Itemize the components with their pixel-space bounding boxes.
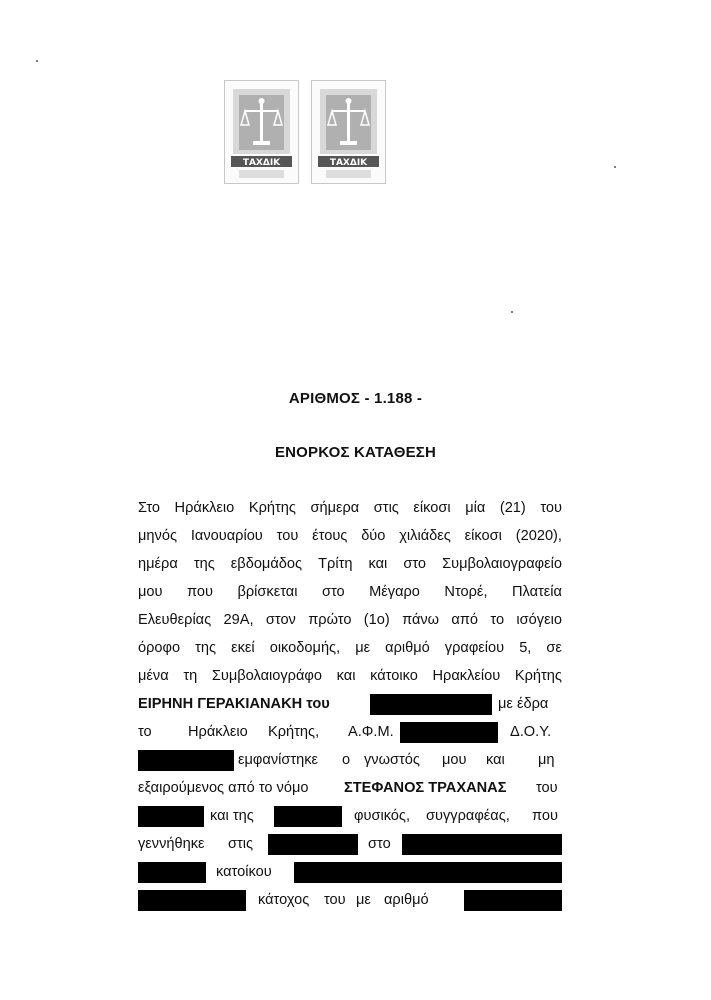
word: 5, [519, 640, 532, 656]
scan-speck [36, 60, 38, 62]
word: στις [373, 500, 399, 516]
text-fragment: Κρήτης, [268, 724, 320, 740]
word: μηνός [138, 528, 177, 544]
text-fragment: μου [442, 752, 467, 768]
word: στον [265, 612, 296, 628]
text-fragment: μη [538, 752, 555, 768]
text-fragment: του [536, 780, 558, 796]
redaction-bar [138, 750, 234, 771]
word: εβδομάδος [230, 556, 303, 572]
redaction-bar [138, 806, 204, 827]
document-title: ΕΝΟΡΚΟΣ ΚΑΤΑΘΕΣΗ [274, 444, 437, 461]
word: ημέρα [138, 556, 178, 572]
word: βρίσκεται [237, 584, 298, 600]
text-fragment: ο [342, 752, 351, 768]
word: ισόγειο [516, 612, 562, 628]
svg-text:ΤΑΧΔΙΚ: ΤΑΧΔΙΚ [329, 158, 368, 168]
text-fragment: Ηράκλειο [188, 724, 248, 740]
word: Συμβολαιογράφο [211, 668, 322, 684]
redaction-bar [464, 890, 562, 911]
body-line-2 [138, 522, 562, 550]
word: μου [138, 584, 163, 600]
body-line-9 [138, 718, 562, 746]
word: που [187, 584, 213, 600]
body-line-4 [138, 578, 562, 606]
word: Τρίτη [318, 556, 353, 572]
word: του [540, 500, 562, 516]
word: Κρήτης [514, 668, 562, 684]
body-line-15 [138, 886, 562, 914]
word: του [276, 528, 299, 544]
text-fragment: και της [210, 808, 254, 824]
body-line-12 [138, 802, 562, 830]
text-fragment: που [532, 808, 558, 824]
body-line-1 [138, 494, 562, 522]
word: Ηράκλειο [174, 500, 235, 516]
word: Ντορέ, [444, 584, 488, 600]
redaction-bar [370, 694, 492, 715]
text-fragment: εξαιρούμενος από το νόμο [138, 780, 309, 796]
text-fragment: γνωστός [364, 752, 420, 768]
body-line-3 [138, 550, 562, 578]
word: σε [546, 640, 562, 656]
text-fragment: συγγραφέας, [426, 808, 510, 824]
word: Ηρακλείου [432, 668, 501, 684]
body-line-5 [138, 606, 562, 634]
body-line-7 [138, 662, 562, 690]
word: (2020), [515, 528, 562, 544]
body-line-11 [138, 774, 562, 802]
redaction-bar [294, 862, 562, 883]
word: και [368, 556, 388, 572]
text-fragment: φυσικός, [354, 808, 411, 824]
word: Ιανουαρίου [190, 528, 263, 544]
word: μία [465, 500, 486, 516]
text-fragment: του [324, 892, 346, 908]
body-line-14 [138, 858, 562, 886]
text-fragment: κατοίκου [216, 864, 272, 880]
word: και [336, 668, 356, 684]
text-fragment: Α.Φ.Μ. [348, 724, 394, 740]
word: 29Α, [223, 612, 254, 628]
redaction-bar [274, 806, 342, 827]
word: της [195, 640, 217, 656]
word: Πλατεία [511, 584, 562, 600]
text-fragment: εμφανίστηκε [238, 752, 319, 768]
redaction-bar [138, 890, 246, 911]
word: τη [183, 668, 198, 684]
svg-text:ΤΑΧΔΙΚ: ΤΑΧΔΙΚ [242, 158, 281, 168]
redaction-bar [400, 722, 498, 743]
text-fragment: το [138, 724, 152, 740]
word: πάνω [402, 612, 440, 628]
body-line-6 [138, 634, 562, 662]
word: Συμβολαιογραφείο [442, 556, 562, 572]
person-name: ΣΤΕΦΑΝΟΣ ΤΡΑΧΑΝΑΣ [344, 780, 507, 796]
text-fragment: με έδρα [498, 696, 549, 712]
body-line-13 [138, 830, 562, 858]
word: στο [321, 584, 345, 600]
word: αριθμό [385, 640, 430, 656]
text-fragment: γεννήθηκε [138, 836, 205, 852]
word: κάτοικο [370, 668, 418, 684]
scales-of-justice-icon [312, 81, 385, 183]
seal-stamp-left [224, 80, 299, 184]
word: χιλιάδες [399, 528, 451, 544]
word: σήμερα [310, 500, 360, 516]
body-line-8 [138, 690, 562, 718]
scales-of-justice-icon [225, 81, 298, 183]
word: είκοσι [464, 528, 502, 544]
word: οικοδομής, [269, 640, 341, 656]
seal-stamp-right [311, 80, 386, 184]
word: γραφείου [444, 640, 505, 656]
word: Μέγαρο [369, 584, 420, 600]
text-fragment: στις [228, 836, 254, 852]
text-fragment: Δ.Ο.Υ. [510, 724, 552, 740]
word: πρώτο [308, 612, 352, 628]
word: Κρήτης [248, 500, 296, 516]
redaction-bar [138, 862, 206, 883]
redaction-bar [402, 834, 562, 855]
word: (1ο) [363, 612, 390, 628]
text-fragment: με [356, 892, 371, 908]
word: με [355, 640, 371, 656]
notary-name: ΕΙΡΗΝΗ ΓΕΡΑΚΙΑΝΑΚΗ του [138, 696, 330, 712]
word: εκεί [231, 640, 255, 656]
word: της [193, 556, 215, 572]
document-number: ΑΡΙΘΜΟΣ - 1.188 - [288, 390, 423, 407]
word: όροφο [138, 640, 181, 656]
word: (21) [499, 500, 526, 516]
word: από [451, 612, 479, 628]
word: έτους [312, 528, 348, 544]
word: Στο [138, 500, 160, 516]
word: είκοσι [413, 500, 451, 516]
text-fragment: και [486, 752, 505, 768]
word: μένα [138, 668, 169, 684]
scan-speck [614, 166, 616, 168]
text-fragment: αριθμό [384, 892, 429, 908]
word: Ελευθερίας [138, 612, 212, 628]
scan-speck [511, 311, 513, 313]
body-line-10 [138, 746, 562, 774]
text-fragment: κάτοχος [258, 892, 310, 908]
text-fragment: στο [368, 836, 391, 852]
word: δύο [361, 528, 386, 544]
word: στο [403, 556, 427, 572]
word: το [490, 612, 505, 628]
redaction-bar [268, 834, 358, 855]
